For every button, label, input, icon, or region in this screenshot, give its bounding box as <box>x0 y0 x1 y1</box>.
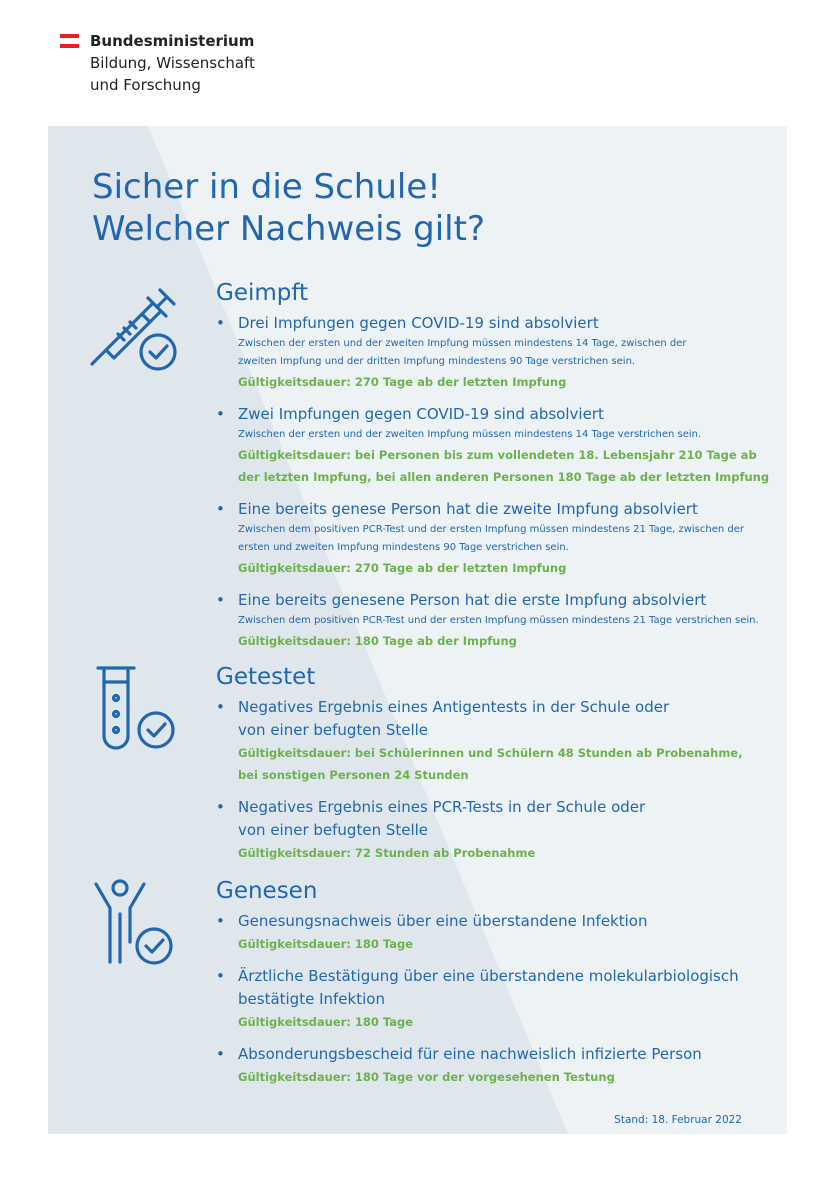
test-tube-check-icon <box>96 664 186 754</box>
item-heading: Absonderungsbescheid für eine nachweislich infizierte Person <box>238 1045 702 1063</box>
section-getestet <box>216 662 742 874</box>
item-heading: Negatives Ergebnis eines PCR-Tests in der Schule oder <box>238 798 646 816</box>
item-description: Zwischen der ersten und der zweiten Impfung müssen mindestens 14 Tage, zwischen der <box>238 338 687 349</box>
item-heading: Eine bereits genesene Person hat die erste Impfung absolviert <box>238 591 707 609</box>
validity-text: Gültigkeitsdauer: 180 Tage ab der Impfung <box>238 634 517 648</box>
list-item <box>216 696 742 786</box>
validity-text: Gültigkeitsdauer: 180 Tage <box>238 937 414 951</box>
list-item <box>216 1043 739 1088</box>
section-title-getestet: Getestet <box>216 664 316 690</box>
list-item <box>216 403 769 488</box>
item-heading: Negatives Ergebnis eines Antigentests in der Schule oder <box>238 698 670 716</box>
bullet: • <box>216 591 225 609</box>
item-heading: Drei Impfungen gegen COVID-19 sind absolviert <box>238 314 599 332</box>
section-geimpft <box>216 278 769 662</box>
validity-text: Gültigkeitsdauer: 180 Tage <box>238 1015 414 1029</box>
validity-text: der letzten Impfung, bei allen anderen Personen 180 Tage ab der letzten Impfung <box>238 470 770 484</box>
bullet: • <box>216 1045 225 1063</box>
org-line-2: Bildung, Wissenschaft <box>90 54 255 72</box>
item-heading: von einer befugten Stelle <box>238 721 429 739</box>
section-title-genesen: Genesen <box>216 878 318 904</box>
list-item <box>216 498 769 579</box>
person-check-icon <box>92 878 182 973</box>
item-description: ersten und zweiten Impfung mindestens 90 Tage verstrichen sein. <box>238 542 569 553</box>
item-heading: Eine bereits genese Person hat die zweite Impfung absolviert <box>238 500 698 518</box>
item-description: zweiten Impfung und der dritten Impfung mindestens 90 Tage verstrichen sein. <box>238 356 636 367</box>
bullet: • <box>216 798 225 816</box>
section-genesen <box>216 876 739 1098</box>
item-heading: Ärztliche Bestätigung über eine überstandene molekularbiologisch <box>238 967 739 985</box>
item-description: Zwischen dem positiven PCR-Test und der ersten Impfung müssen mindestens 21 Tage, zwischen der <box>238 524 745 535</box>
title-line-1: Sicher in die Schule! <box>92 167 441 207</box>
bullet: • <box>216 698 225 716</box>
item-heading: von einer befugten Stelle <box>238 821 429 839</box>
ministry-name <box>90 30 350 96</box>
validity-text: Gültigkeitsdauer: 72 Stunden ab Probenahme <box>238 846 536 860</box>
bullet: • <box>216 405 225 423</box>
validity-text: bei sonstigen Personen 24 Stunden <box>238 768 469 782</box>
validity-text: Gültigkeitsdauer: bei Schülerinnen und Schülern 48 Stunden ab Probenahme, <box>238 746 743 760</box>
list-item <box>216 910 739 955</box>
stand-date: Stand: 18. Februar 2022 <box>614 1114 742 1126</box>
syringe-check-icon <box>88 276 188 376</box>
list-item <box>216 589 769 652</box>
item-heading: Genesungsnachweis über eine überstandene Infektion <box>238 912 648 930</box>
org-line-1: Bundesministerium <box>90 32 255 50</box>
austria-flag-icon <box>60 34 79 48</box>
org-line-3: und Forschung <box>90 76 201 94</box>
list-item <box>216 796 742 864</box>
bullet: • <box>216 912 225 930</box>
validity-text: Gültigkeitsdauer: 180 Tage vor der vorgesehenen Testung <box>238 1070 615 1084</box>
section-title-geimpft: Geimpft <box>216 280 309 306</box>
info-panel <box>48 126 787 1134</box>
item-description: Zwischen der ersten und der zweiten Impfung müssen mindestens 14 Tage verstrichen sein. <box>238 429 702 440</box>
item-description: Zwischen dem positiven PCR-Test und der ersten Impfung müssen mindestens 21 Tage verstrichen sein. <box>238 615 759 626</box>
list-item <box>216 312 769 393</box>
bullet: • <box>216 314 225 332</box>
page-title <box>92 166 485 250</box>
bullet: • <box>216 967 225 985</box>
item-heading: Zwei Impfungen gegen COVID-19 sind absolviert <box>238 405 604 423</box>
bullet: • <box>216 500 225 518</box>
validity-text: Gültigkeitsdauer: 270 Tage ab der letzten Impfung <box>238 561 567 575</box>
item-heading: bestätigte Infektion <box>238 990 385 1008</box>
validity-text: Gültigkeitsdauer: 270 Tage ab der letzten Impfung <box>238 375 567 389</box>
title-line-2: Welcher Nachweis gilt? <box>92 209 485 249</box>
validity-text: Gültigkeitsdauer: bei Personen bis zum vollendeten 18. Lebensjahr 210 Tage ab <box>238 448 757 462</box>
list-item <box>216 965 739 1033</box>
